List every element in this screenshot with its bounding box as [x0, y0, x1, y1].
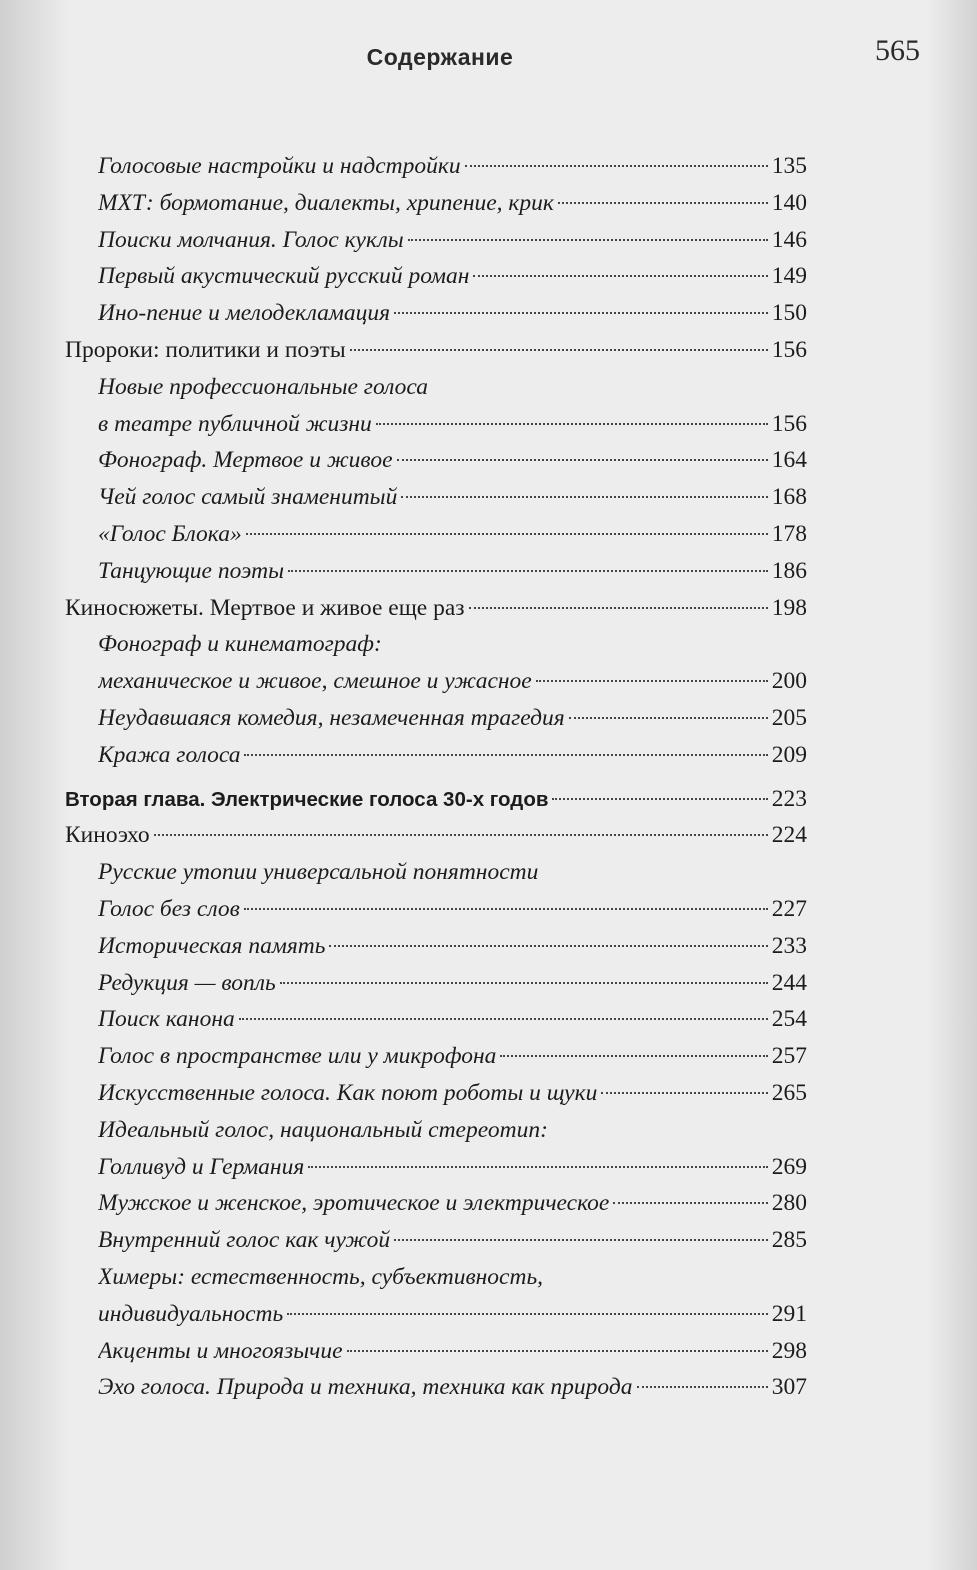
toc-dot-leader [397, 459, 768, 461]
toc-entry [65, 781, 807, 818]
toc-entry [65, 1075, 807, 1112]
toc-dot-leader [552, 798, 767, 800]
toc-entry [65, 1112, 807, 1149]
toc-dot-leader [394, 312, 768, 314]
toc-entry [65, 1001, 807, 1038]
running-head: Содержание [366, 44, 514, 70]
toc-dot-leader [613, 1202, 767, 1204]
toc-entry-page: 135 [771, 153, 807, 179]
toc-entry-page: 233 [771, 932, 807, 959]
toc-dot-leader [401, 496, 767, 498]
toc-entry-page: 223 [771, 785, 807, 812]
toc-entry-title: Мужское и женское, эротическое и электрическое [98, 1190, 610, 1217]
toc-entry [65, 1149, 807, 1186]
toc-entry [65, 222, 807, 259]
toc-dot-leader [280, 982, 768, 984]
page-number: 565 [875, 34, 920, 67]
toc-entry [65, 1333, 807, 1370]
toc-entry [65, 1038, 807, 1075]
toc-dot-leader [536, 680, 768, 682]
toc-entry-title: Внутренний голос как чужой [98, 1227, 391, 1254]
toc-entry-title: Историческая память [98, 932, 326, 959]
toc-entry-page: 205 [771, 704, 807, 731]
toc-entry-page: 244 [771, 969, 807, 996]
toc-entry-title: Поиски молчания. Голос куклы [98, 226, 404, 253]
toc-entry-title: Голосовые настройки и надстройки [98, 153, 461, 179]
toc-entry-page: 150 [771, 300, 807, 327]
toc-entry-page: 254 [771, 1006, 807, 1033]
toc-entry-page: 156 [771, 410, 807, 437]
toc-entry-title: Вторая глава. Электрические голоса 30-х годов [65, 787, 549, 811]
toc-entry [65, 817, 807, 854]
toc-entry-title: Голливуд и Германия [98, 1153, 305, 1180]
toc-dot-leader [500, 1055, 767, 1057]
toc-dot-leader [347, 1350, 768, 1352]
toc-dot-leader [287, 1313, 768, 1315]
toc-dot-leader [465, 165, 768, 167]
toc-dot-leader [569, 717, 768, 719]
toc-dot-leader [329, 945, 767, 947]
toc-dot-leader [394, 1239, 768, 1241]
toc-entry-page: 291 [771, 1300, 807, 1327]
toc-entry [65, 663, 807, 700]
toc-entry [65, 1185, 807, 1222]
toc-entry-page: 280 [771, 1190, 807, 1217]
toc-entry-title: Чей голос самый знаменитый [98, 484, 398, 511]
toc-entry [65, 737, 807, 774]
toc-dot-leader [246, 533, 768, 535]
toc-entry [65, 590, 807, 627]
toc-entry [65, 553, 807, 590]
toc-entry [65, 891, 807, 928]
toc-entry-title: Идеальный голос, национальный стереотип: [98, 1116, 548, 1143]
toc-entry-page: 198 [771, 594, 807, 621]
toc-entry [65, 1296, 807, 1333]
toc-entry-page: 156 [771, 336, 807, 363]
toc-entry [65, 700, 807, 737]
toc-entry-title: Пророки: политики и поэты [65, 336, 346, 363]
toc-dot-leader [601, 1092, 767, 1094]
toc-entry [65, 626, 807, 663]
toc-entry-title: Эхо голоса. Природа и техника, техника как природа [98, 1374, 633, 1401]
toc-entry-page: 285 [771, 1227, 807, 1254]
toc-entry-title: Киносюжеты. Мертвое и живое еще раз [65, 594, 465, 621]
toc-entry-page: 178 [771, 520, 807, 547]
toc-entry-page: 164 [771, 447, 807, 474]
toc-entry [65, 854, 807, 891]
toc-dot-leader [376, 423, 768, 425]
toc-entry-page: 200 [771, 668, 807, 695]
toc-entry-page: 140 [771, 189, 807, 216]
toc-entry-title: Голос в пространстве или у микрофона [98, 1043, 497, 1070]
toc-entry-page: 298 [771, 1337, 807, 1364]
toc-dot-leader [239, 1018, 768, 1020]
toc-entry [65, 965, 807, 1002]
toc-entry [65, 1369, 807, 1406]
toc-entry-title: Киноэхо [65, 822, 150, 849]
toc-entry-page: 265 [771, 1079, 807, 1106]
toc-entry [65, 479, 807, 516]
toc-entry-page: 307 [771, 1374, 807, 1401]
page-edge-shadow [927, 0, 977, 1570]
page-gutter-shadow [0, 0, 70, 1570]
toc-entry-title: Химеры: естественность, субъективность, [98, 1263, 544, 1290]
toc-entry [65, 928, 807, 965]
toc-entry-title: Голос без слов [98, 895, 240, 922]
toc-entry-title: в театре публичной жизни [98, 410, 372, 437]
toc-dot-leader [637, 1386, 768, 1388]
toc-dot-leader [408, 239, 768, 241]
toc-dot-leader [244, 754, 767, 756]
toc-entry-title: Акценты и многоязычие [98, 1337, 343, 1364]
toc-entry-title: Кража голоса [98, 741, 241, 768]
toc-dot-leader [469, 607, 768, 609]
toc-entry-page: 209 [771, 741, 807, 768]
toc-entry-title: Неудавшаяся комедия, незамеченная трагедия [98, 704, 565, 731]
toc-entry [65, 516, 807, 553]
toc-entry-page: 146 [771, 226, 807, 253]
toc-entry-title: Русские утопии универсальной понятности [98, 859, 539, 886]
toc-entry-title: МХТ: бормотание, диалекты, хрипение, крик [98, 189, 554, 216]
toc-entry-title: механическое и живое, смешное и ужасное [98, 668, 532, 695]
toc-entry-page: 149 [771, 263, 807, 290]
toc-dot-leader [473, 275, 767, 277]
toc-entry-title: Новые профессиональные голоса [98, 373, 428, 400]
toc-entry-page: 168 [771, 484, 807, 511]
toc-entry-title: «Голос Блока» [98, 520, 242, 547]
toc-entry-page: 257 [771, 1043, 807, 1070]
toc-entry [65, 1222, 807, 1259]
toc-entry-title: Поиск канона [98, 1006, 235, 1033]
toc-entry-page: 227 [771, 895, 807, 922]
toc-dot-leader [154, 834, 768, 836]
toc-entry-title: Редукция — вопль [98, 969, 276, 996]
toc-entry [65, 406, 807, 443]
toc-entry [65, 442, 807, 479]
toc-dot-leader [308, 1166, 767, 1168]
toc-entry-title: Танцующие поэты [98, 557, 284, 584]
toc-dot-leader [288, 570, 768, 572]
toc-dot-leader [244, 908, 768, 910]
toc-dot-leader [350, 349, 768, 351]
toc-entry [65, 148, 807, 185]
toc-entry [65, 185, 807, 222]
toc-entry-title: Фонограф и кинематограф: [98, 631, 382, 658]
toc-entry [65, 332, 807, 369]
toc-entry-title: Ино-пение и мелодекламация [98, 300, 391, 327]
toc-entry [65, 369, 807, 406]
table-of-contents [65, 148, 807, 1406]
toc-dot-leader [558, 202, 768, 204]
toc-entry-page: 186 [771, 557, 807, 584]
toc-entry-page: 224 [771, 822, 807, 849]
toc-entry [65, 295, 807, 332]
toc-entry-title: Искусственные голоса. Как поют роботы и щуки [98, 1079, 598, 1106]
toc-entry [65, 258, 807, 295]
toc-entry-title: Первый акустический русский роман [98, 263, 470, 290]
toc-entry-page: 269 [771, 1153, 807, 1180]
toc-entry-title: индивидуальность [98, 1300, 284, 1327]
toc-entry [65, 1259, 807, 1296]
toc-entry-title: Фонограф. Мертвое и живое [98, 447, 393, 474]
